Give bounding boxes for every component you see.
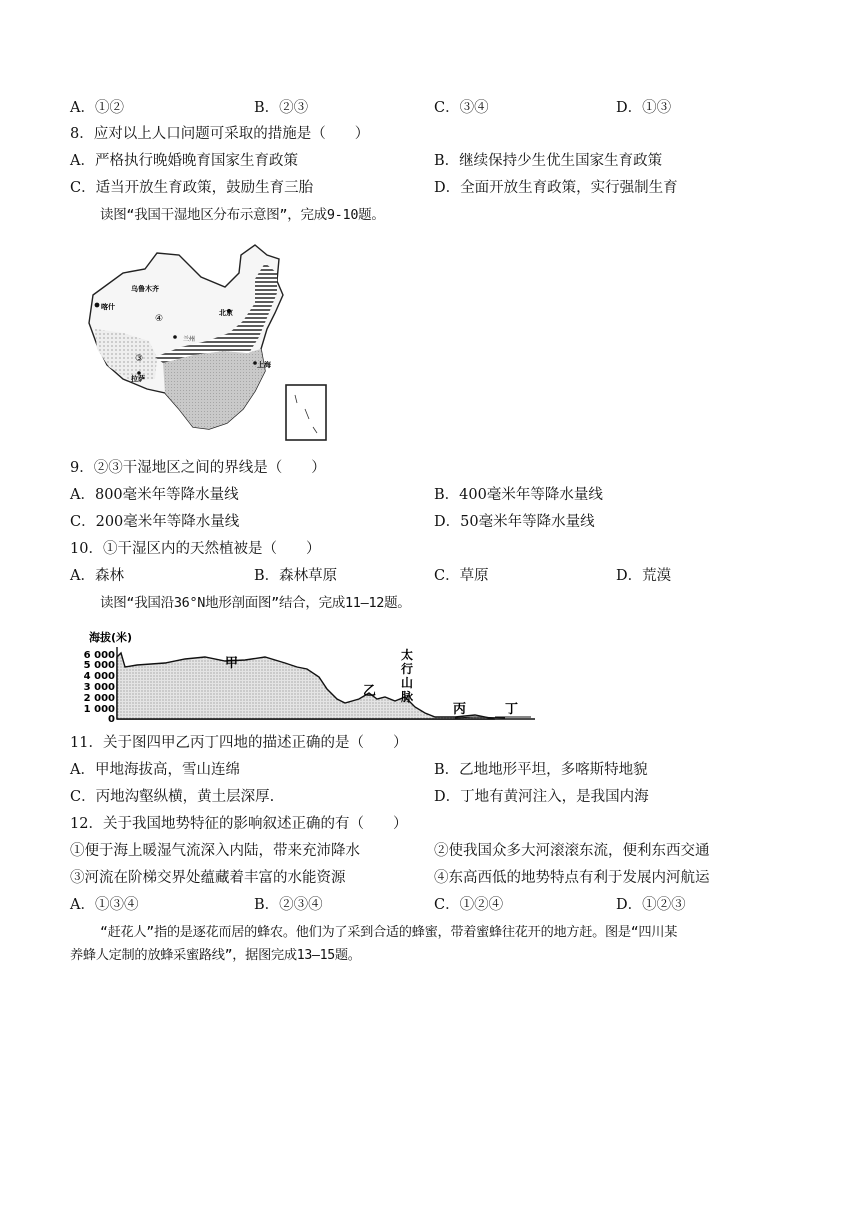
terrain-fill	[117, 653, 495, 719]
q9-option-b: B．400毫米年等降水量线	[434, 487, 603, 503]
q12-statement-1: ①便于海上暖湿气流深入内陆，带来充沛降水	[70, 843, 360, 859]
q12-option-d: D．①②③	[616, 897, 686, 913]
q12-option-b: B．②③④	[254, 897, 323, 913]
ytick-6000: 6 000	[83, 650, 115, 661]
ytick-3000: 3 000	[83, 682, 115, 693]
q8-option-d: D．全面开放生育政策，实行强制生育	[434, 180, 678, 196]
label-shan: 山	[401, 676, 414, 690]
profile-ylabel: 海拔(米)	[89, 631, 133, 644]
q12-option-a: A．①③④	[70, 897, 139, 913]
q8-option-c: C．适当开放生育政策，鼓励生育三胎	[70, 180, 314, 196]
q9-option-a: A．800毫米年等降水量线	[70, 487, 239, 503]
label-beijing: 北京	[219, 309, 233, 317]
q9-option-d: D．50毫米年等降水量线	[434, 514, 595, 530]
q12-statement-2: ②使我国众多大河滚滚东流，便利东西交通	[434, 843, 710, 859]
intro-13-15-line1: “赶花人”指的是逐花而居的蜂农。他们为了采到合适的蜂蜜，带着蜜蜂往花开的地方赶。图是“四川某	[100, 925, 678, 940]
q11-stem: 11．关于图四甲乙丙丁四地的描述正确的是（ ）	[70, 735, 408, 751]
label-xing: 行	[401, 662, 414, 676]
q10-option-c: C．草原	[434, 568, 489, 584]
intro-13-15-line2: 养蜂人定制的放蜂采蜜路线”，据图完成13—15题。	[70, 948, 361, 963]
label-jia: 甲	[225, 656, 239, 671]
q7-option-c: C．③④	[434, 100, 489, 116]
q7-option-d: D．①③	[616, 100, 672, 116]
dry-wet-map-figure	[83, 233, 335, 451]
china-map	[83, 233, 335, 451]
q12-statement-3: ③河流在阶梯交界处蕴藏着丰富的水能资源	[70, 870, 346, 886]
ytick-2000: 2 000	[83, 693, 115, 704]
label-region-3: ③	[135, 354, 144, 364]
q10-option-d: D．荒漠	[616, 568, 672, 584]
intro-11-12: 读图“我国沿36°N地形剖面图”结合，完成11—12题。	[100, 595, 411, 611]
ytick-5000: 5 000	[83, 660, 115, 671]
intro-9-10: 读图“我国干湿地区分布示意图”，完成9-10题。	[100, 207, 385, 223]
q7-option-a: A．①②	[70, 100, 124, 116]
ytick-0: 0	[108, 714, 115, 723]
label-yi: 乙	[363, 684, 377, 699]
label-urumqi: 乌鲁木齐	[131, 285, 159, 293]
ytick-4000: 4 000	[83, 671, 115, 682]
label-bing: 丙	[453, 702, 467, 717]
label-kashgar: 喀什	[101, 303, 115, 311]
q12-stem: 12．关于我国地势特征的影响叙述正确的有（ ）	[70, 816, 408, 832]
label-region-4: ④	[155, 314, 164, 324]
q9-option-c: C．200毫米年等降水量线	[70, 514, 240, 530]
q7-option-b: B．②③	[254, 100, 309, 116]
label-ding: 丁	[505, 702, 519, 717]
q11-option-b: B．乙地地形平坦，多喀斯特地貌	[434, 762, 648, 778]
q10-option-b: B．森林草原	[254, 568, 338, 584]
q9-stem: 9．②③干湿地区之间的界线是（ ）	[70, 460, 326, 476]
terrain-profile	[75, 627, 537, 723]
label-mai: 脉	[401, 690, 414, 704]
label-shanghai: 上海	[257, 361, 271, 369]
q11-option-c: C．丙地沟壑纵横，黄土层深厚.	[70, 789, 275, 805]
terrain-profile-figure	[75, 627, 537, 723]
q8-stem: 8．应对以上人口问题可采取的措施是（ ）	[70, 126, 370, 142]
q8-option-b: B．继续保持少生优生国家生育政策	[434, 153, 663, 169]
label-tai: 太	[401, 648, 414, 662]
q10-stem: 10．①干湿区内的天然植被是（ ）	[70, 541, 321, 557]
label-lanzhou: 兰州	[183, 336, 196, 343]
q11-option-a: A．甲地海拔高，雪山连绵	[70, 762, 240, 778]
ytick-1000: 1 000	[83, 704, 115, 715]
label-lhasa: 拉萨	[131, 375, 145, 383]
q12-statement-4: ④东高西低的地势特点有利于发展内河航运	[434, 870, 710, 886]
q11-option-d: D．丁地有黄河注入，是我国内海	[434, 789, 649, 805]
q8-option-a: A．严格执行晚婚晚育国家生育政策	[70, 153, 298, 169]
q10-option-a: A．森林	[70, 568, 124, 584]
q12-option-c: C．①②④	[434, 897, 504, 913]
